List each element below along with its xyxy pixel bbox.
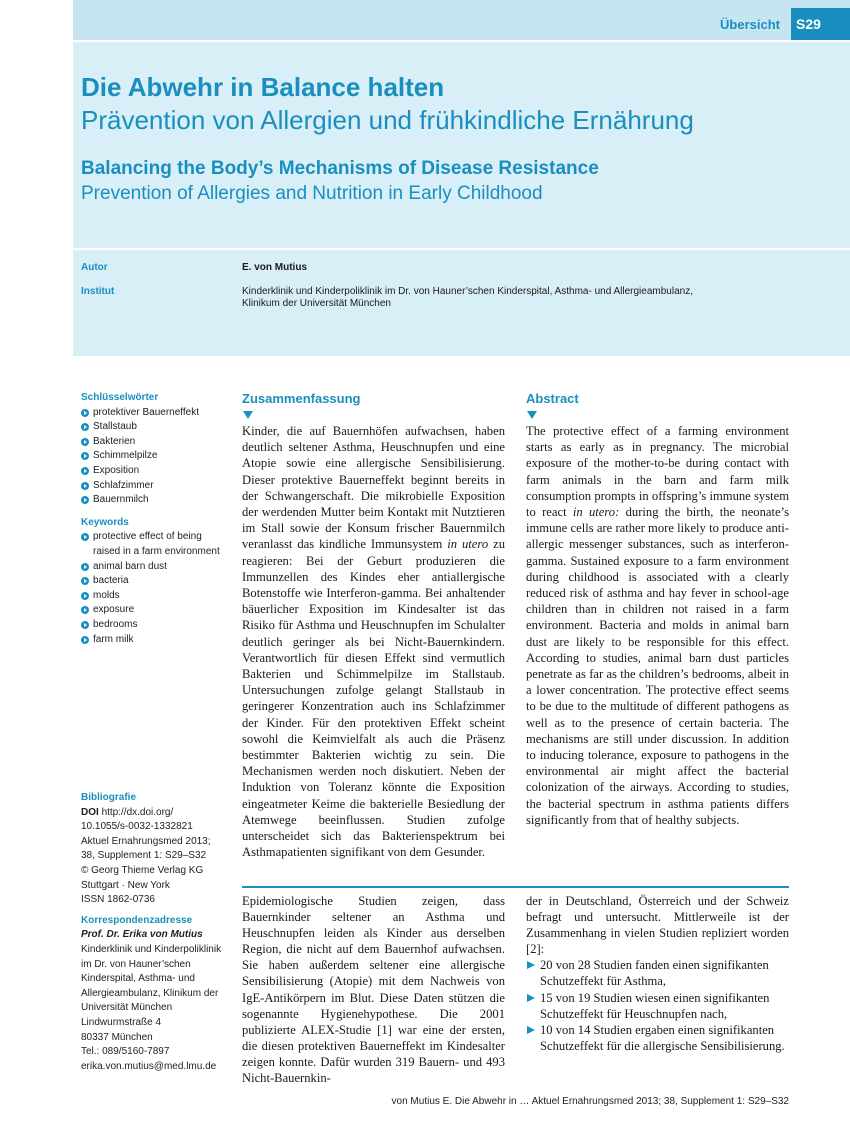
page-number-badge: S29: [791, 8, 850, 40]
correspondence-line: Universität München: [81, 1002, 173, 1014]
bullet-icon: [81, 496, 89, 504]
arrow-down-icon: [527, 411, 537, 419]
list-item: 20 von 28 Studien fanden einen signifikanten Schutzeffekt für Asthma,: [526, 957, 789, 989]
institute-line: Klinikum der Universität München: [242, 298, 391, 309]
keyword-item: Exposition: [81, 464, 231, 479]
title-english: Balancing the Body’s Mechanisms of Disease Resistance: [81, 158, 599, 179]
bullet-icon: [81, 621, 89, 629]
bibliography-sidebar: [81, 791, 231, 1074]
institute-label: Institut: [81, 286, 115, 297]
triangle-bullet-icon: [527, 961, 535, 969]
correspondence-heading: Korrespondenzadresse: [81, 914, 193, 926]
study-results-list: [526, 957, 789, 1054]
bullet-icon: [81, 409, 89, 417]
title-german: Die Abwehr in Balance halten: [81, 72, 445, 102]
bullet-icon: [81, 533, 89, 541]
bullet-icon: [81, 577, 89, 585]
correspondence-line: Kinderspital, Asthma- und: [81, 973, 195, 985]
keyword-item: Bauernmilch: [81, 493, 231, 508]
correspondence-line: Allergieambulanz, Klinikum der: [81, 987, 219, 999]
correspondence-line: Tel.: 089/5160-7897: [81, 1046, 170, 1058]
author-label: Autor: [81, 262, 108, 273]
keyword-item: exposure: [81, 603, 231, 618]
triangle-bullet-icon: [527, 1026, 535, 1034]
abstract-heading: Abstract: [526, 391, 579, 406]
body-column-left: Epidemiologische Studien zeigen, dass Bauernkinder seltener an Asthma und Heuschnupfen leiden als Kinder aus derselben Region, die nicht auf dem Bauernhof aufwachsen. Sie haben außerdem seltener eine allergische Sensibilisierung (Atopie) mit dem Nachweis von IgE-Antikörpern im Blut. Diese Daten stützen die sogenannte Hygienehypothese. Die 2001 publizierte ALEX-Studie [1] war eine der ersten, die diesen protektiven Bauerneffekt im Kindesalter zeigen konnte. Dafür wurden 319 Bauern- und 493 Nicht-Bauernkin-: [242, 894, 505, 1086]
section-label: Übersicht: [720, 17, 780, 32]
bullet-icon: [81, 606, 89, 614]
zusammenfassung-heading: Zusammenfassung: [242, 391, 361, 406]
correspondence-line: Kinderklinik und Kinderpoliklinik: [81, 943, 222, 955]
keyword-item: animal barn dust: [81, 560, 231, 575]
keywords-de-heading: Schlüsselwörter: [81, 392, 159, 403]
body-column-right: [526, 893, 789, 1054]
bullet-icon: [81, 592, 89, 600]
bullet-icon: [81, 563, 89, 571]
correspondence-line: 80337 München: [81, 1031, 153, 1043]
bullet-icon: [81, 452, 89, 460]
keyword-item: molds: [81, 589, 231, 604]
list-item: 15 von 19 Studien wiesen einen signifikanten Schutzeffekt für Heuschnupfen nach,: [526, 990, 789, 1022]
keyword-item: Stallstaub: [81, 420, 231, 435]
subtitle-german: Prävention von Allergien und frühkindliche Ernährung: [81, 105, 694, 135]
copyright: © Georg Thieme Verlag KG: [81, 864, 204, 876]
bullet-icon: [81, 482, 89, 490]
correspondence-line: Lindwurmstraße 4: [81, 1016, 162, 1028]
institute-line: Kinderklinik und Kinderpoliklinik im Dr. von Hauner’schen Kinderspital, Asthma- und Allergieambulanz,: [242, 286, 693, 297]
triangle-bullet-icon: [527, 994, 535, 1002]
bullet-icon: [81, 423, 89, 431]
bibliography-heading: Bibliografie: [81, 792, 137, 803]
email-link[interactable]: erika.von.mutius@med.lmu.de: [81, 1060, 217, 1072]
keywords-en-list: [81, 530, 231, 647]
doi-line: [81, 806, 231, 821]
keyword-item: Schlafzimmer: [81, 479, 231, 494]
list-item: 10 von 14 Studien ergaben einen signifikanten Schutzeffekt für die allergische Sensibilisierung.: [526, 1022, 789, 1054]
correspondence-name: Prof. Dr. Erika von Mutius: [81, 929, 203, 941]
keyword-item: Schimmelpilze: [81, 449, 231, 464]
journal-line: 38, Supplement 1: S29–S32: [81, 850, 207, 862]
keywords-en-heading: Keywords: [81, 516, 129, 528]
doi-label: DOI: [81, 806, 99, 818]
section-divider: [242, 886, 789, 888]
subtitle-english: Prevention of Allergies and Nutrition in Early Childhood: [81, 183, 543, 204]
page-footer: von Mutius E. Die Abwehr in … Aktuel Ernahrungsmed 2013; 38, Supplement 1: S29–S32: [391, 1096, 789, 1107]
correspondence-line: im Dr. von Hauner’schen: [81, 958, 191, 970]
arrow-down-icon: [243, 411, 253, 419]
keywords-de-list: [81, 406, 231, 508]
bullet-icon: [81, 467, 89, 475]
keyword-item: protektiver Bauerneffekt: [81, 406, 231, 421]
publisher-place: Stuttgart · New York: [81, 879, 170, 891]
journal-line: Aktuel Ernahrungsmed 2013;: [81, 835, 211, 847]
doi-line[interactable]: 10.1055/s-0032-1332821: [81, 821, 193, 833]
keywords-sidebar: [81, 391, 231, 647]
keyword-item: bedrooms: [81, 618, 231, 633]
doi-link[interactable]: http://dx.doi.org/: [101, 806, 174, 818]
keyword-item: Bakterien: [81, 435, 231, 450]
keyword-item: protective effect of being raised in a farm environment: [81, 530, 231, 559]
bullet-icon: [81, 636, 89, 644]
body-paragraph: der in Deutschland, Österreich und der Schweiz befragt und untersucht. Mittlerweile ist der Zusammenhang in vielen Studien repliziert worden [2]:: [526, 894, 789, 957]
zusammenfassung-text: Kinder, die auf Bauernhöfen aufwachsen, haben deutlich seltener Asthma, Heuschnupfen und eine Atopie sowie eine allergische Sensibilisierung. Dieser protektive Bauerneffekt beginnt bereits in der Schwangerschaft. Die mikrobielle Exposition der werdenden Mutter beim Kontakt mit Nutztieren im Stall sowie der Konsum frischer Bauernmilch veranlasst das kindliche Immunsystem in utero zu reagieren: Bei der Geburt produzieren die Immunzellen des Kindes eher antiallergische Botenstoffe wie Interferon-gamma. Bei anhaltender bäuerlicher Exposition im Kindesalter ist das Risiko für Asthma und Heuschnupfen im Schulalter deutlich geringer als bei Nicht-Bauernkindern. Verantwortlich für diesen Effekt sind vermutlich Bakterien und Schimmelpilze im Stallstaub. Untersuchungen zufolge gelangt Stallstaub in geringerer Konzentration auch ins Schlafzimmer der Kinder. Für den protektiven Effekt scheint sowohl die Keimvielfalt als auch die Präsenz bestimmter Bakterien wichtig zu sein. Die Mechanismen werden noch diskutiert. Neben der Induktion von Toleranz könnte die Exposition eingeatmeter Keime die bakterielle Besiedlung der Atemwege beeinflussen. Studien zufolge unterscheidet sich das Bakterienspektrum bei Asthmapatienten signifikant von dem Gesunder.: [242, 424, 505, 860]
institute-text: [242, 286, 693, 310]
abstract-text: The protective effect of a farming environment starts as early as in pregnancy. The microbial exposure of the mother-to-be during contact with farm animals in the barn and farm milk consumption prompts in offspring’s immune system to react in utero: during the birth, the neonate’s immune cells are rather more likely to produce anti-allergic messenger substances, such as interferon-gamma. Sustained exposure to a farm environment during childhood is associated with a clearly reduced risk of asthma and hay fever in school-age children than in children not raised in a farm environment. Bacteria and molds in animal barn dust are likely to be responsible for this effect. According to studies, animal barn dust particles penetrate as far as the children’s bedrooms, albeit in a lower concentration. The protective effect seems to be due to the multitude of different pathogens as well as to the presence of certain bacteria. The mechanisms are still under discussion. In addition to inducing tolerance, exposure to pathogens in the environmental air might affect the bacterial colonization of the airways. According to studies, the bacterial spectrum in asthma patients differs significantly from that of healthy subjects.: [526, 424, 789, 827]
issn: ISSN 1862-0736: [81, 894, 155, 906]
keyword-item: farm milk: [81, 633, 231, 648]
bullet-icon: [81, 438, 89, 446]
author-name: E. von Mutius: [242, 262, 307, 273]
keyword-item: bacteria: [81, 574, 231, 589]
